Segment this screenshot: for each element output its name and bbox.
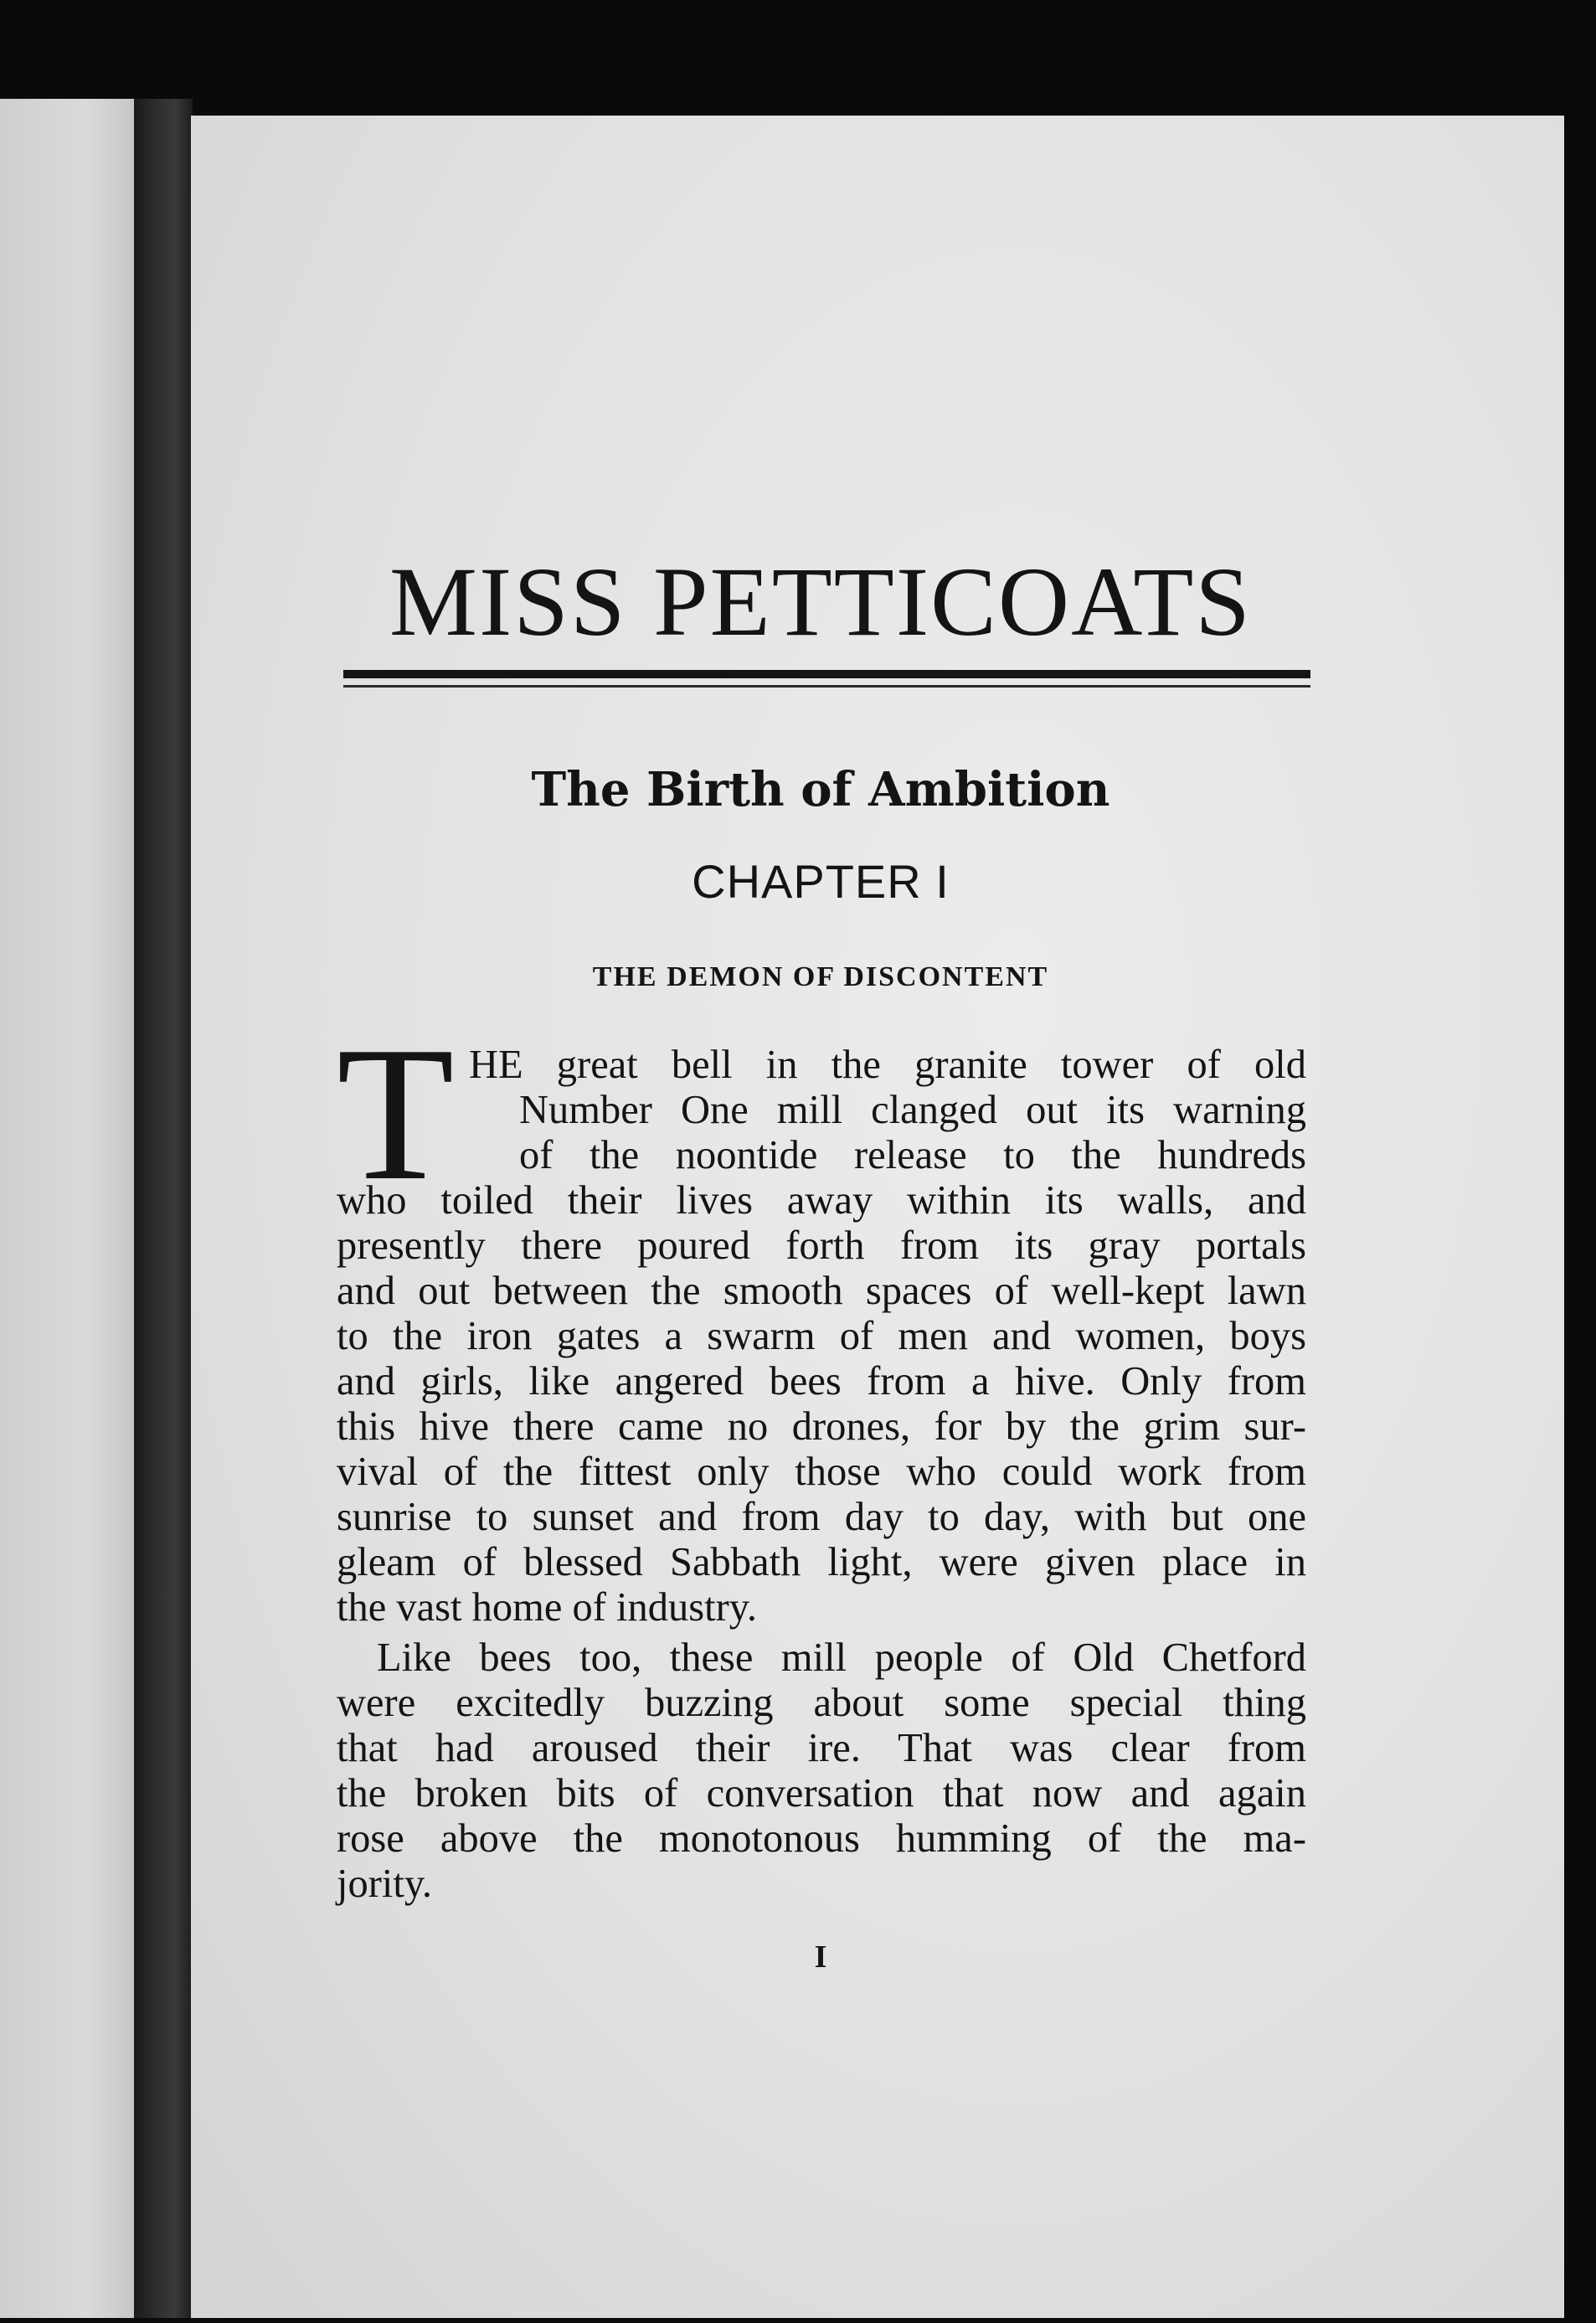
body-line: jority.: [337, 1862, 433, 1906]
body-line: the broken bits of conversation that now and again: [337, 1771, 1306, 1816]
page-number: I: [814, 1939, 827, 1975]
body-line: who toiled their lives away within its walls, and: [337, 1178, 1306, 1223]
body-line: of the noontide release to the hundreds: [519, 1133, 1306, 1177]
body-line: vival of the fittest only those who could work from: [337, 1450, 1306, 1494]
left-page-edge: [0, 99, 142, 2318]
book-title: MISS PETTICOATS: [389, 547, 1252, 657]
title-rule-thick: [343, 670, 1310, 678]
body-line: rose above the monotonous humming of the ma-: [337, 1816, 1306, 1861]
chapter-title: THE DEMON OF DISCONTENT: [592, 961, 1049, 992]
body-line: Like bees too, these mill people of Old Chetford: [377, 1635, 1306, 1680]
part-title: The Birth of Ambition: [531, 762, 1110, 817]
chapter-number: CHAPTER I: [692, 855, 950, 908]
body-line: this hive there came no drones, for by the grim sur-: [337, 1404, 1306, 1449]
body-line: presently there poured forth from its gray portals: [337, 1223, 1306, 1268]
body-line: gleam of blessed Sabbath light, were given place in: [337, 1540, 1306, 1584]
book-spine: [134, 99, 193, 2318]
title-rule-thin: [343, 685, 1310, 688]
body-line: to the iron gates a swarm of men and women, boys: [337, 1314, 1306, 1358]
page-content: [318, 0, 1323, 2323]
drop-cap: T: [337, 1007, 455, 1220]
body-line: and out between the smooth spaces of well-kept lawn: [337, 1269, 1306, 1313]
body-line: that had aroused their ire. That was clear from: [337, 1726, 1306, 1770]
body-line: HE great bell in the granite tower of old: [469, 1043, 1306, 1087]
body-line: and girls, like angered bees from a hive. Only from: [337, 1359, 1306, 1404]
body-line: were excitedly buzzing about some special thing: [337, 1681, 1306, 1725]
body-line: Number One mill clanged out its warning: [519, 1088, 1306, 1132]
body-line: the vast home of industry.: [337, 1585, 757, 1630]
body-line: sunrise to sunset and from day to day, with but one: [337, 1495, 1306, 1539]
